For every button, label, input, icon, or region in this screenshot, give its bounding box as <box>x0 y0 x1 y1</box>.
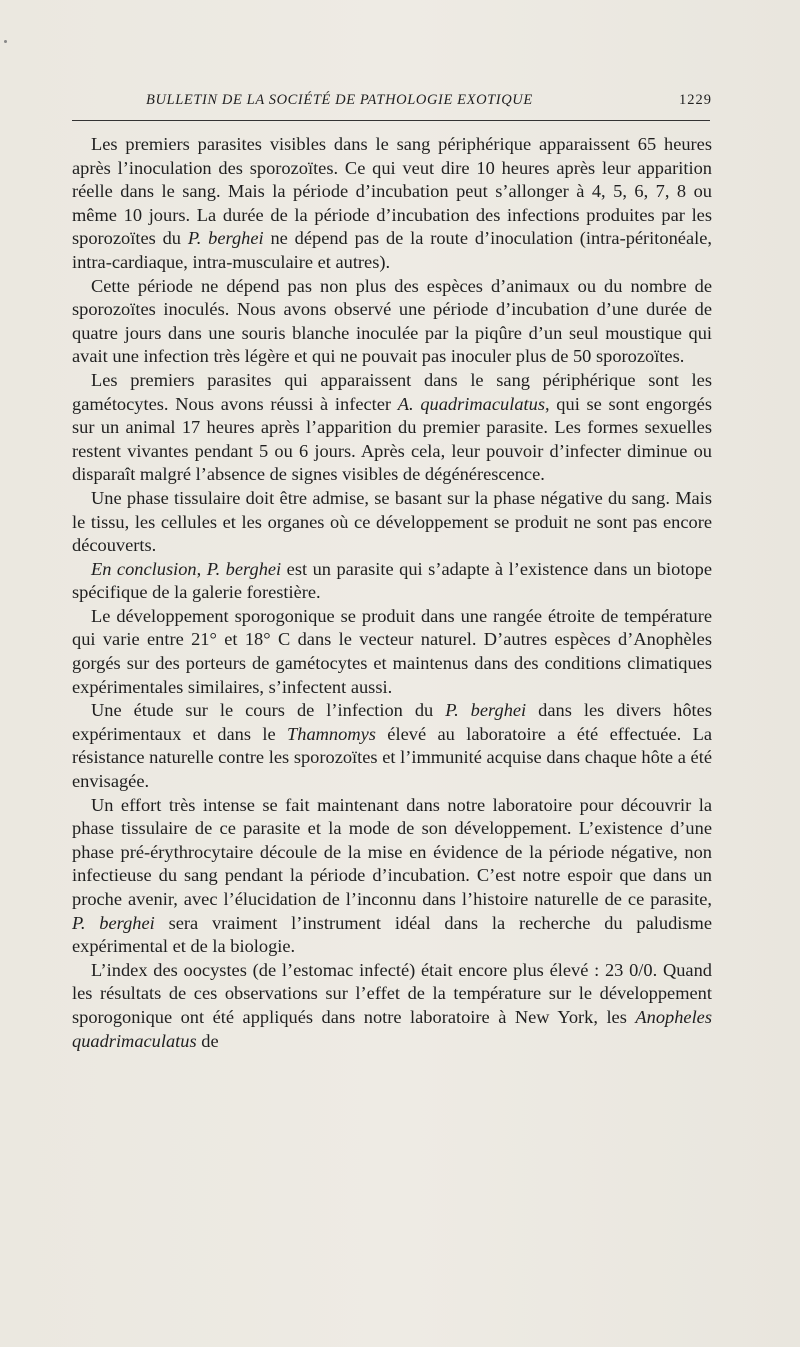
text-run: Cette période ne dépend pas non plus des espèces d’animaux ou du nombre de sporozoïtes inoculés. Nous avons observé une période d’incubation d’une durée de quatre jours dans une souris blanche inoculée par la piqûre d’un seul moustique qui avait une infection très légère et qui ne pouvait pas inoculer plus de 50 sporozoïtes. <box>72 275 712 367</box>
text-run: Une phase tissulaire doit être admise, se basant sur la phase négative du sang. Mais le tissu, les cellules et les organes où ce développement se produit ne sont pas encore découverts. <box>72 487 712 556</box>
body-text <box>72 133 712 1053</box>
text-run: , qui se sont engorgés sur un animal 17 heures après l’apparition du premier parasite. Les formes sexuelles restent vivantes pendant 5 ou 6 jours. Après cela, leur pouvoir d’infecter diminue ou disparaît malgré l’absence de signes visibles de dégénérescence. <box>72 393 712 485</box>
paragraph <box>72 794 712 959</box>
text-run: , <box>196 558 207 579</box>
text-run: de <box>196 1030 219 1051</box>
text-run: élevé au laboratoire a été effectuée. La résistance naturelle contre les sporozoïtes et l’immunité acquise dans chaque hôte a été envisagée. <box>72 723 712 792</box>
italic-run: A. quadrimaculatus <box>397 393 545 414</box>
paragraph <box>72 133 712 275</box>
text-run: ne dépend pas de la route d’inoculation (intra-péritonéale, intra-cardiaque, intra-musculaire et autres). <box>72 228 712 272</box>
text-run: Une étude sur le cours de l’infection du <box>91 700 446 721</box>
text-run: Les premiers parasites visibles dans le sang périphérique apparaissent 65 heures après l’inoculation des sporozoïtes. Ce qui veut dire 10 heures après leur apparition réelle dans le sang. Mais la période d’incubation peut s’allonger à 4, 5, 6, 7, 8 ou même 10 jours. La durée de la période d’incubation des infections produites par les sporozoïtes du <box>72 134 712 249</box>
paragraph <box>72 959 712 1053</box>
italic-run: P. berghei <box>72 912 155 933</box>
paragraph <box>72 487 712 558</box>
text-run: sera vraiment l’instrument idéal dans la recherche du paludisme expérimental et de la biologie. <box>72 912 712 957</box>
page-number: 1229 <box>679 92 712 108</box>
italic-run: Thamnomys <box>287 723 376 744</box>
header-rule <box>72 120 710 121</box>
italic-run: En conclusion <box>91 558 197 579</box>
scan-speck <box>4 40 7 43</box>
italic-run: Anopheles quadrimaculatus <box>72 1006 712 1051</box>
paragraph <box>72 605 712 699</box>
journal-title: BULLETIN DE LA SOCIÉTÉ DE PATHOLOGIE EXOTIQUE <box>146 92 533 108</box>
text-run: Un effort très intense se fait maintenant dans notre laboratoire pour découvrir la phase tissulaire de ce parasite et la mode de son développement. L’existence d’une phase pré-érythrocytaire découle de la mise en évidence de la période négative, non infectieuse du sang pendant la période d’incubation. C’est notre espoir que dans un proche avenir, avec l’élucidation de l’inconnu dans l’histoire naturelle de ce parasite, <box>72 794 712 909</box>
italic-run: P. berghei <box>206 558 282 579</box>
text-run: Le développement sporogonique se produit dans une rangée étroite de température qui varie entre 21° et 18° C dans le vecteur naturel. D’autres espèces d’Anophèles gorgés sur des porteurs de gamétocytes et maintenus dans des conditions climatiques expérimentales similaires, s’infectent aussi. <box>72 605 712 697</box>
paragraph <box>72 275 712 369</box>
paragraph <box>72 699 712 793</box>
paragraph <box>72 369 712 487</box>
italic-run: P. berghei <box>445 700 527 721</box>
text-run: L’index des oocystes (de l’estomac infecté) était encore plus élevé : 23 0/0. Quand les résultats de ces observations sur l’effet de la température sur le développement sporogonique ont été appliqués dans notre laboratoire à New York, les <box>72 959 712 1027</box>
text-run: Les premiers parasites qui apparaissent dans le sang périphérique sont les gamétocytes. Nous avons réussi à infecter <box>72 369 712 414</box>
text-run: dans les divers hôtes expérimentaux et dans le <box>72 700 712 744</box>
paragraph <box>72 558 712 605</box>
italic-run: P. berghei <box>187 228 264 249</box>
text-run: est un parasite qui s’adapte à l’existence dans un biotope spécifique de la galerie forestière. <box>72 558 712 603</box>
running-header <box>72 88 712 118</box>
